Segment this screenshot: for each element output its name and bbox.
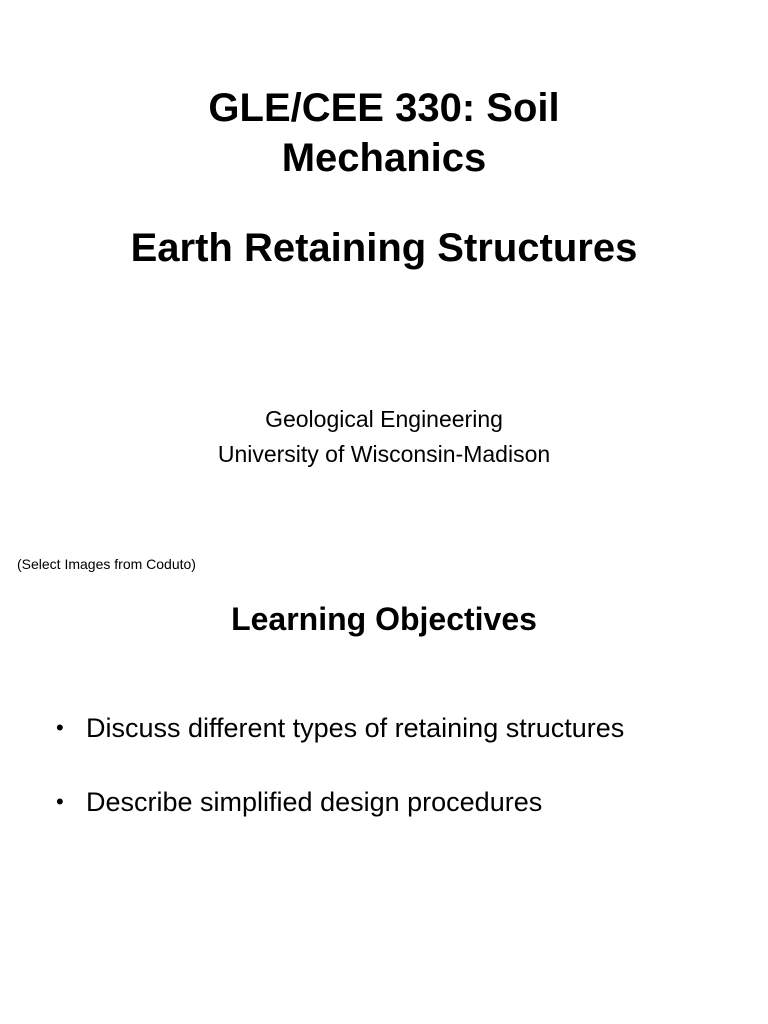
objective-text: Discuss different types of retaining structures (86, 713, 625, 743)
department-name: Geological Engineering (265, 406, 503, 432)
title-spacer (0, 183, 768, 223)
list-item (56, 784, 756, 820)
slide-subtitle (0, 402, 768, 472)
objective-text: Describe simplified design procedures (86, 787, 543, 817)
objectives-heading: Learning Objectives (231, 601, 537, 637)
title-line-course: GLE/CEE 330: Soil (208, 86, 560, 130)
image-credit: (Select Images from Coduto) (17, 556, 196, 572)
objectives-list (56, 710, 756, 858)
bullet-icon: • (56, 789, 64, 814)
university-name: University of Wisconsin-Madison (217, 441, 551, 467)
title-line-topic: Earth Retaining Structures (130, 226, 638, 270)
slide-title (0, 83, 768, 273)
list-item (56, 710, 756, 746)
bullet-icon: • (56, 715, 64, 740)
objectives-slide (0, 584, 768, 1024)
title-line-subject: Mechanics (281, 136, 487, 180)
